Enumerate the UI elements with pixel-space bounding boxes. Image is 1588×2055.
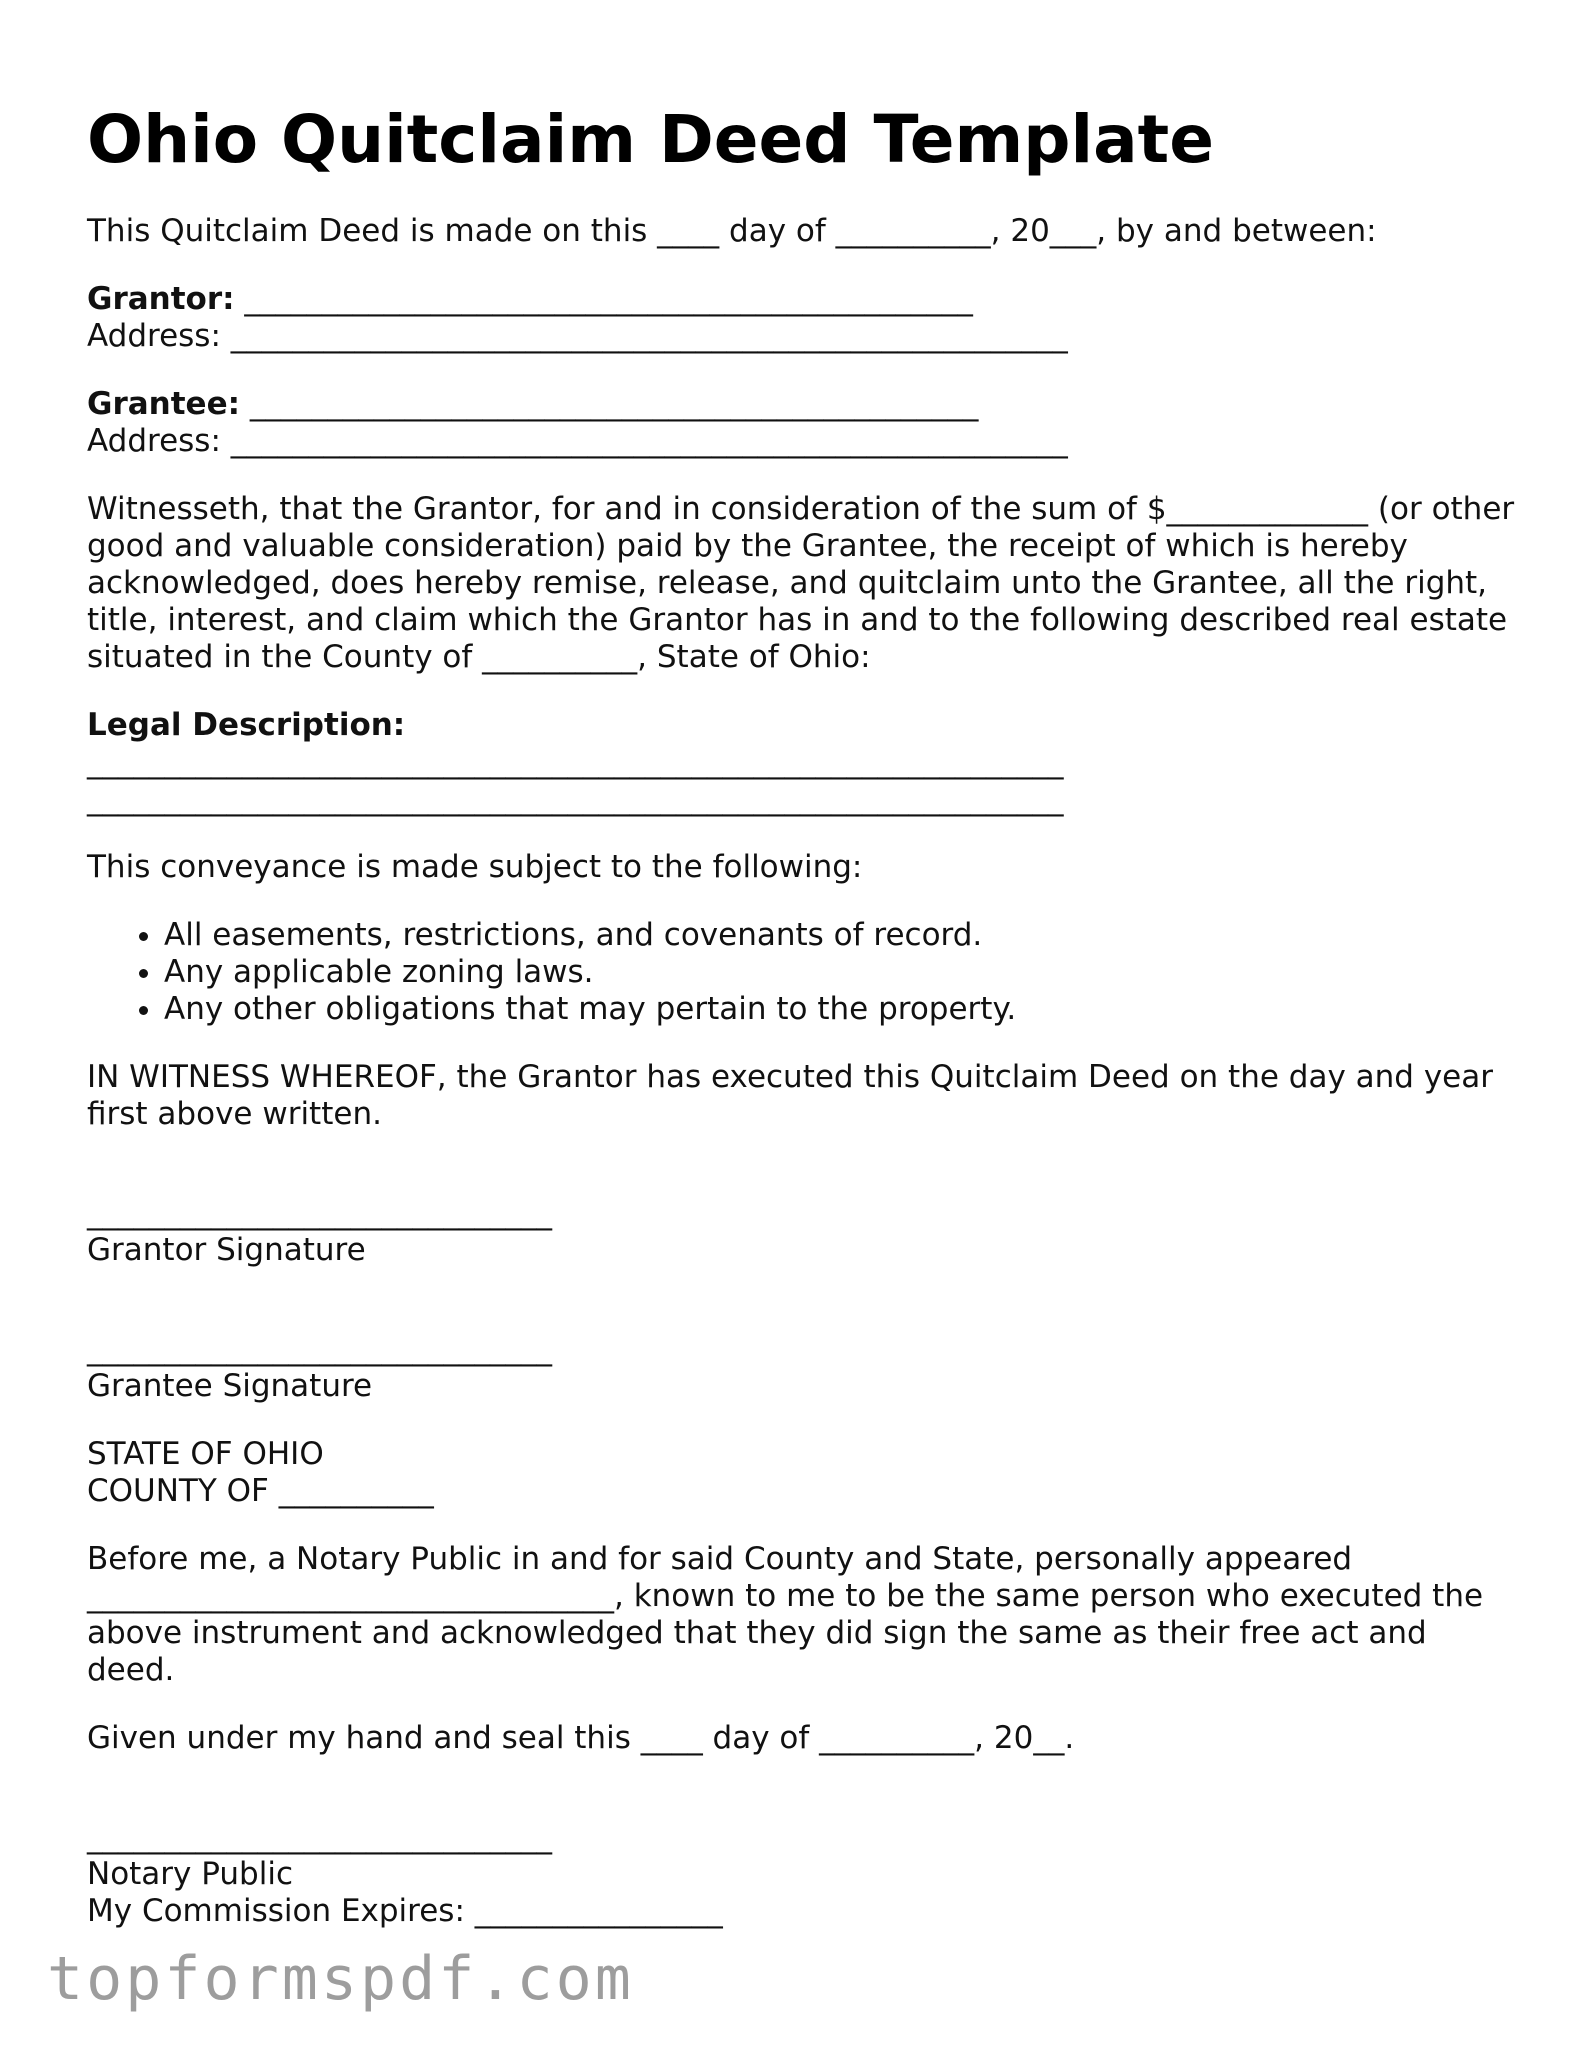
legal-description-section bbox=[87, 707, 1517, 818]
grantee-signature-line: ______________________________ bbox=[87, 1331, 552, 1368]
grantor-section bbox=[87, 281, 1517, 355]
given-under-paragraph: Given under my hand and seal this ____ day of __________, 20__. bbox=[87, 1720, 1075, 1757]
watermark: topformspdf.com bbox=[47, 1944, 634, 2014]
grantor-label: Grantor: bbox=[87, 281, 235, 318]
grantee-label: Grantee: bbox=[87, 386, 240, 423]
spacer bbox=[87, 1300, 1517, 1331]
notary-signature-block bbox=[87, 1819, 1517, 1930]
grantee-signature-block bbox=[87, 1331, 1517, 1405]
venue-block bbox=[87, 1436, 1517, 1510]
state-line: STATE OF OHIO bbox=[87, 1436, 324, 1473]
commission-expires-line: My Commission Expires: ________________ bbox=[87, 1893, 723, 1930]
grantee-address-line: Address: ______________________________________________________ bbox=[87, 423, 1068, 460]
grantee-section bbox=[87, 386, 1517, 460]
in-witness-paragraph: IN WITNESS WHEREOF, the Grantor has executed this Quitclaim Deed on the day and year first above written. bbox=[87, 1059, 1493, 1133]
notary-signature-label: Notary Public bbox=[87, 1856, 293, 1893]
list-item: • All easements, restrictions, and covenants of record. bbox=[164, 917, 1517, 954]
grantor-signature-line: ______________________________ bbox=[87, 1195, 552, 1232]
legal-description-line: _______________________________________________________________ bbox=[87, 744, 1064, 781]
intro-paragraph: This Quitclaim Deed is made on this ____ day of __________, 20___, by and between: bbox=[87, 213, 1377, 250]
subject-intro: This conveyance is made subject to the following: bbox=[87, 849, 863, 886]
subject-list bbox=[87, 917, 1517, 1028]
spacer bbox=[87, 1788, 1517, 1819]
grantor-address-line: Address: ______________________________________________________ bbox=[87, 318, 1068, 355]
notary-signature-line: ______________________________ bbox=[87, 1819, 552, 1856]
document-page bbox=[87, 100, 1517, 1961]
legal-description-label: Legal Description: bbox=[87, 707, 406, 744]
spacer bbox=[87, 1164, 1517, 1195]
grantor-signature-block bbox=[87, 1195, 1517, 1269]
county-line: COUNTY OF __________ bbox=[87, 1473, 434, 1510]
list-item: • Any other obligations that may pertain to the property. bbox=[164, 991, 1517, 1028]
grantor-name-line: _______________________________________________ bbox=[234, 281, 973, 318]
legal-description-line: _______________________________________________________________ bbox=[87, 781, 1064, 818]
grantee-name-line: _______________________________________________ bbox=[240, 386, 979, 423]
page-title: Ohio Quitclaim Deed Template bbox=[87, 101, 1214, 178]
notary-paragraph: Before me, a Notary Public in and for said County and State, personally appeared __________________________________, known to me to be the same person who executed the above instrument and acknowledged that they did sign the same as their free act and deed. bbox=[87, 1541, 1484, 1689]
grantor-signature-label: Grantor Signature bbox=[87, 1232, 366, 1269]
list-item: • Any applicable zoning laws. bbox=[164, 954, 1517, 991]
grantee-signature-label: Grantee Signature bbox=[87, 1368, 373, 1405]
witnesseth-paragraph: Witnesseth, that the Grantor, for and in consideration of the sum of $_____________ (or other good and valuable consideration) paid by the Grantee, the receipt of which is hereby acknowledged, does hereby remise, release, and quitclaim unto the Grantee, all the right, title, interest, and claim which the Grantor has in and to the following described real estate situated in the County of __________, State of Ohio: bbox=[87, 491, 1515, 676]
